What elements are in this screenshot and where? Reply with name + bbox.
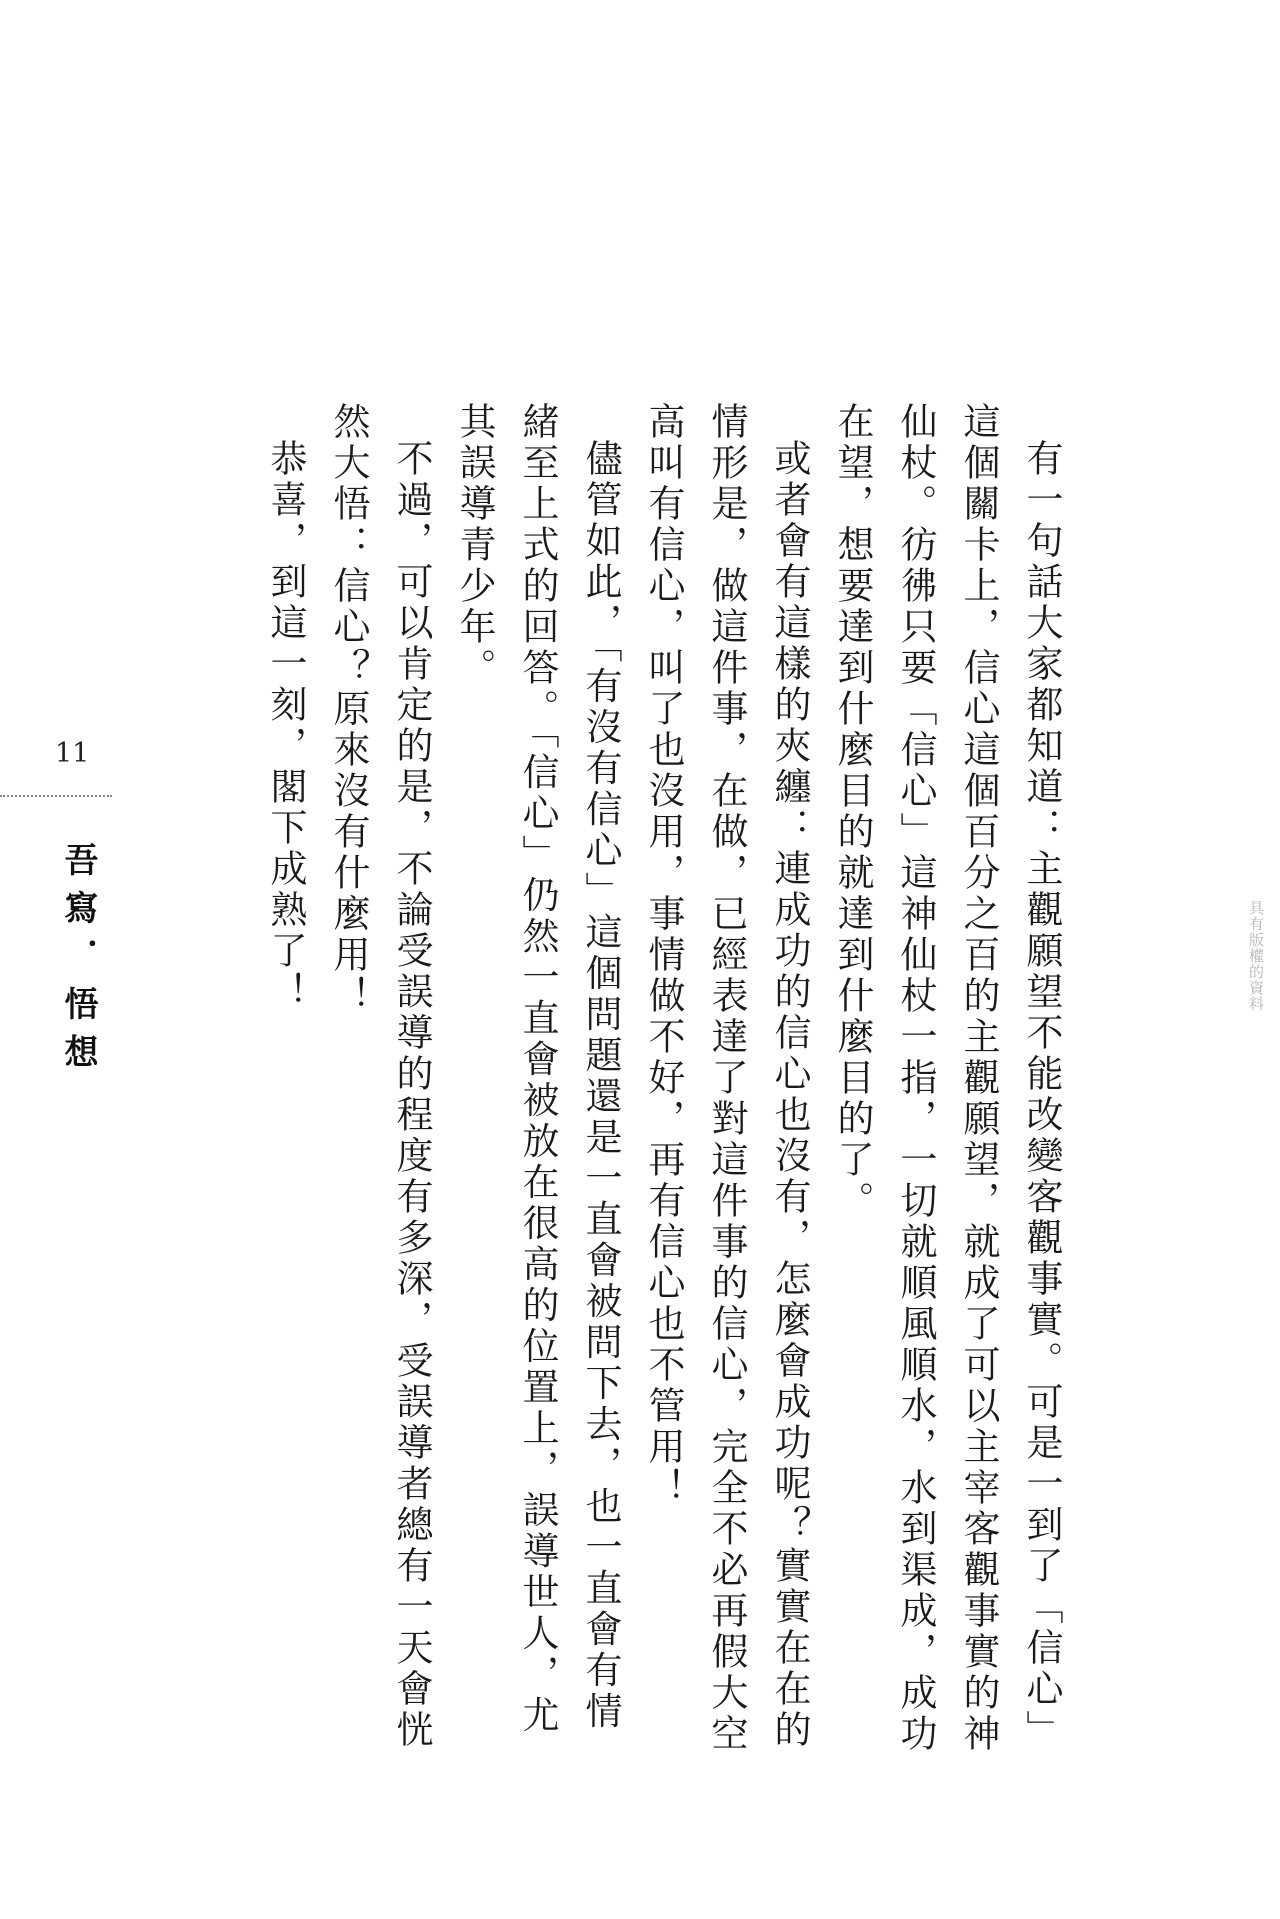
page-number: 11	[55, 738, 90, 769]
body-text	[254, 402, 1073, 1772]
paragraph-1: 有一句話大家都知道：主觀願望不能改變客觀事實。可是一到了「信心」這個關卡上，信心這個百分之百的主觀願望，就成了可以主宰客觀事實的神仙杖。彷彿只要「信心」這神仙杖一指，一切就順風順水，水到渠成，成功在望，想要達到什麼目的就達到什麼目的了。	[831, 402, 1063, 1755]
paragraph-3: 儘管如此，「有沒有信心」這個問題還是一直會被問下去，也一直會有情緒至上式的回答。「信心」仍然一直會被放在很高的位置上，誤導世人，尤其誤導青少年。	[453, 402, 622, 1737]
paragraph-2: 或者會有這樣的夾纏：連成功的信心也沒有，怎麼會成功呢？實實在在的情形是，做這件事，在做，已經表達了對這件事的信心，完全不必再假大空高叫有信心，叫了也沒用，事情做不好，再有信心也不管用！	[642, 402, 811, 1755]
paragraph-5: 恭喜，到這一刻，閣下成熟了！	[264, 439, 307, 1013]
folio-divider	[0, 795, 112, 797]
paragraph-4: 不過，可以肯定的是，不論受誤導的程度有多深，受誤導者總有一天會恍然大悟：信心？原來沒有什麼用！	[327, 402, 433, 1751]
running-title: 吾寫．悟想	[58, 842, 98, 1082]
copyright-side-note: 具有版權的資料	[1247, 900, 1265, 1012]
